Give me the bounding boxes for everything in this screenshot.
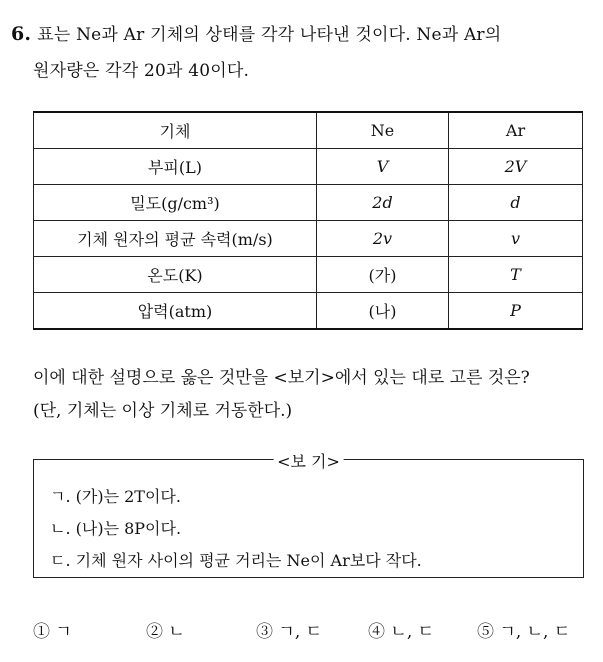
row-label: 압력(atm) [34,293,317,330]
cell-ne: V [316,149,448,185]
cell-ne: 2d [316,185,448,221]
table-header-row [34,112,583,149]
cell-ar: v [449,221,583,257]
choice-4[interactable]: ④ ㄴ, ㄷ [368,622,435,642]
row-label: 부피(L) [34,149,317,185]
cell-ar: T [449,257,583,293]
cell-ar: d [449,185,583,221]
bogi-item-digeut: ㄷ. 기체 원자 사이의 평균 거리는 Ne이 Ar보다 작다. [50,551,422,570]
question-number: 6. [11,23,32,45]
table-row [34,221,583,257]
table-row [34,257,583,293]
prompt-line-2: (단, 기체는 이상 기체로 거동한다.) [33,401,293,421]
question-line-2: 원자량은 각각 20과 40이다. [33,61,250,81]
question-line-1 [11,20,501,45]
gas-state-table [33,111,583,330]
cell-ar: P [449,293,583,330]
choice-5[interactable]: ⑤ ㄱ, ㄴ, ㄷ [477,622,571,642]
bogi-item-nieun: ㄴ. (나)는 8P이다. [50,519,182,538]
choice-2[interactable]: ② ㄴ [146,622,185,642]
header-ar: Ar [449,112,583,149]
choice-3[interactable]: ③ ㄱ, ㄷ [256,622,323,642]
row-label: 기체 원자의 평균 속력(m/s) [34,221,317,257]
cell-ne: 2v [316,221,448,257]
cell-ne: (가) [316,257,448,293]
choice-1[interactable]: ① ㄱ [33,622,72,642]
cell-ne: (나) [316,293,448,330]
row-label: 온도(K) [34,257,317,293]
table-row [34,185,583,221]
header-gas: 기체 [34,112,317,149]
table-row [34,293,583,330]
table-row [34,149,583,185]
prompt-line-1: 이에 대한 설명으로 옳은 것만을 <보기>에서 있는 대로 고른 것은? [33,368,530,388]
cell-ar: 2V [449,149,583,185]
row-label: 밀도(g/cm³) [34,185,317,221]
bogi-item-giyeok: ㄱ. (가)는 2T이다. [50,487,181,506]
question-text-1: 표는 Ne과 Ar 기체의 상태를 각각 나타낸 것이다. Ne과 Ar의 [37,25,502,45]
bogi-box [33,452,584,578]
header-ne: Ne [316,112,448,149]
bogi-title: <보 기> [273,449,344,472]
